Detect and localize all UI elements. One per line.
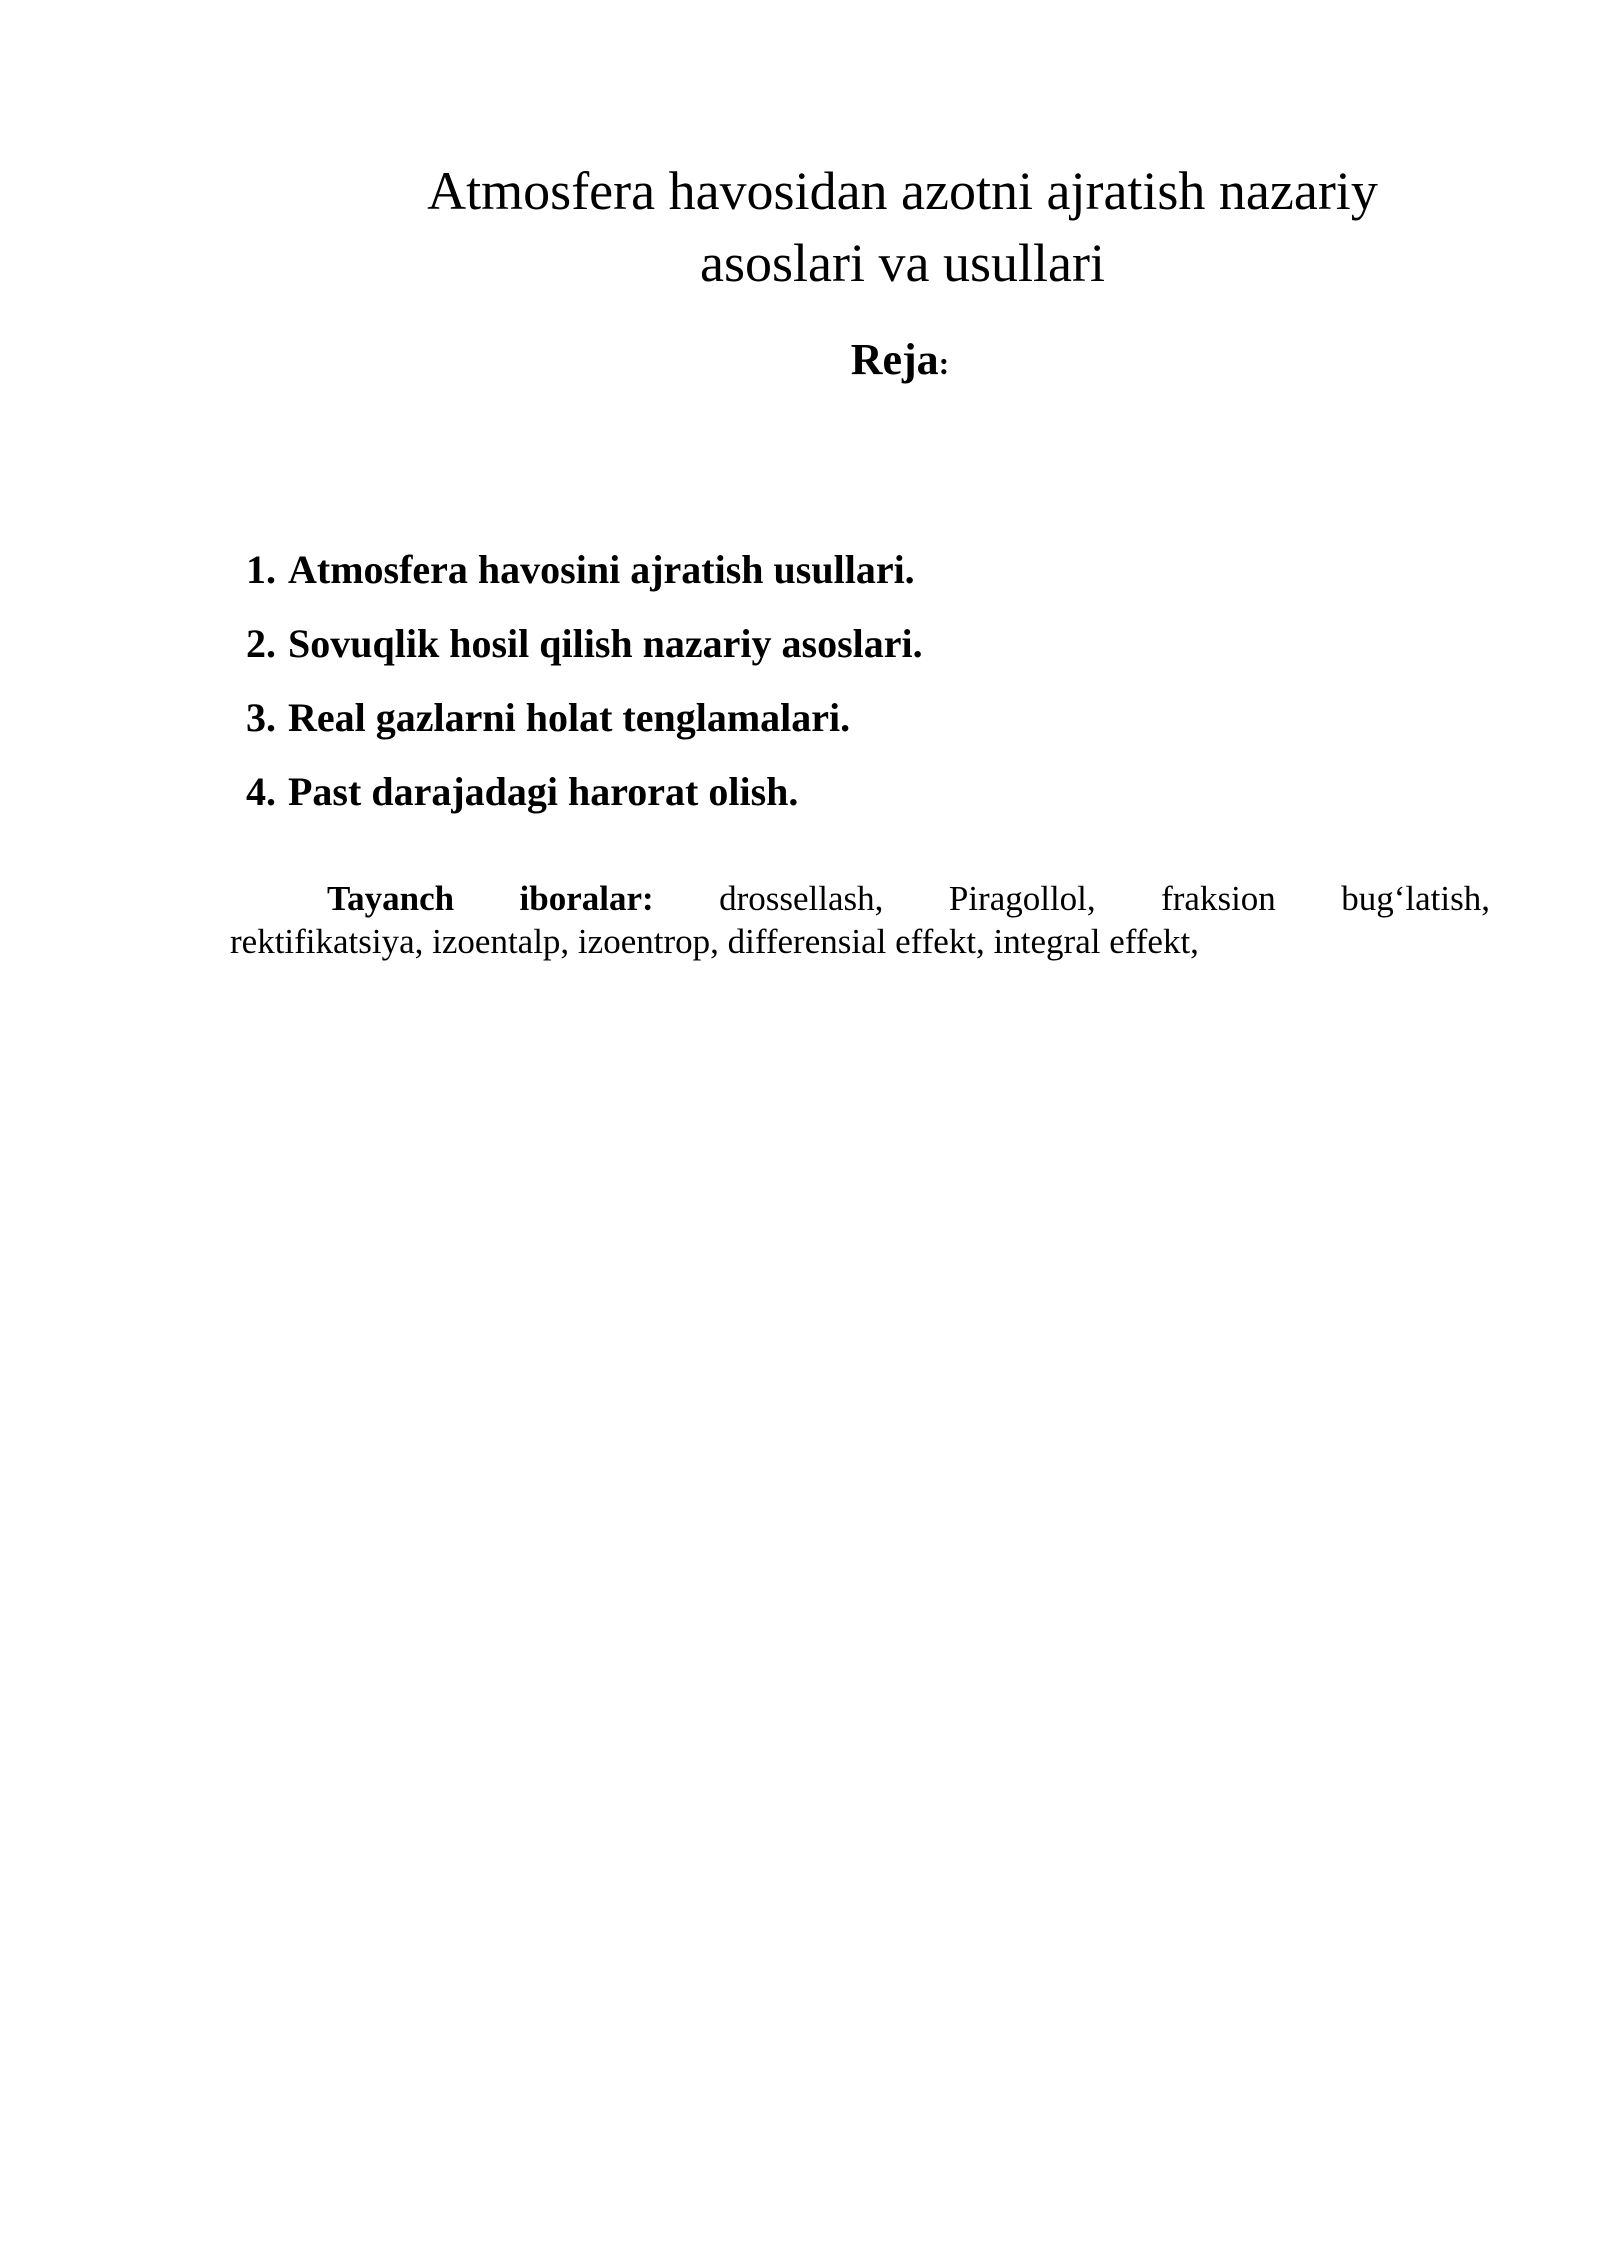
plan-heading-colon: : bbox=[938, 345, 950, 381]
keywords-label-word-1: Tayanch bbox=[327, 879, 455, 918]
keywords-line-1 bbox=[230, 877, 1490, 920]
keyword-term: Piragollol, bbox=[948, 879, 1096, 918]
plan-item-number: 4. bbox=[246, 769, 276, 814]
keyword-term: drossellash, bbox=[719, 879, 884, 918]
plan-item-number: 1. bbox=[246, 547, 276, 592]
keyword-term: fraksion bbox=[1161, 879, 1276, 918]
plan-item-number: 2. bbox=[246, 621, 276, 666]
plan-item bbox=[246, 533, 923, 607]
keywords-line-2: rektifikatsiya, izoentalp, izoentrop, differensial effekt, integral effekt, bbox=[230, 922, 1199, 961]
keyword-term: bug‘latish, bbox=[1341, 879, 1490, 918]
title-line-1: Atmosfera havosidan azotni ajratish nazariy bbox=[427, 161, 1378, 221]
plan-list bbox=[246, 533, 923, 829]
plan-heading bbox=[560, 332, 1240, 391]
plan-item-number: 3. bbox=[246, 695, 276, 740]
keywords-label-word-2: iboralar: bbox=[519, 879, 654, 918]
document-title bbox=[330, 155, 1475, 299]
keywords-paragraph bbox=[230, 877, 1490, 963]
plan-item bbox=[246, 681, 923, 755]
plan-item bbox=[246, 607, 923, 681]
plan-item-text: Real gazlarni holat tenglamalari. bbox=[288, 695, 851, 740]
plan-item-text: Sovuqlik hosil qilish nazariy asoslari. bbox=[288, 621, 923, 666]
plan-item-text: Atmosfera havosini ajratish usullari. bbox=[288, 547, 915, 592]
plan-item-text: Past darajadagi harorat olish. bbox=[288, 769, 799, 814]
plan-heading-text: Reja bbox=[850, 335, 939, 384]
title-line-2: asoslari va usullari bbox=[700, 233, 1105, 293]
plan-item bbox=[246, 755, 923, 829]
